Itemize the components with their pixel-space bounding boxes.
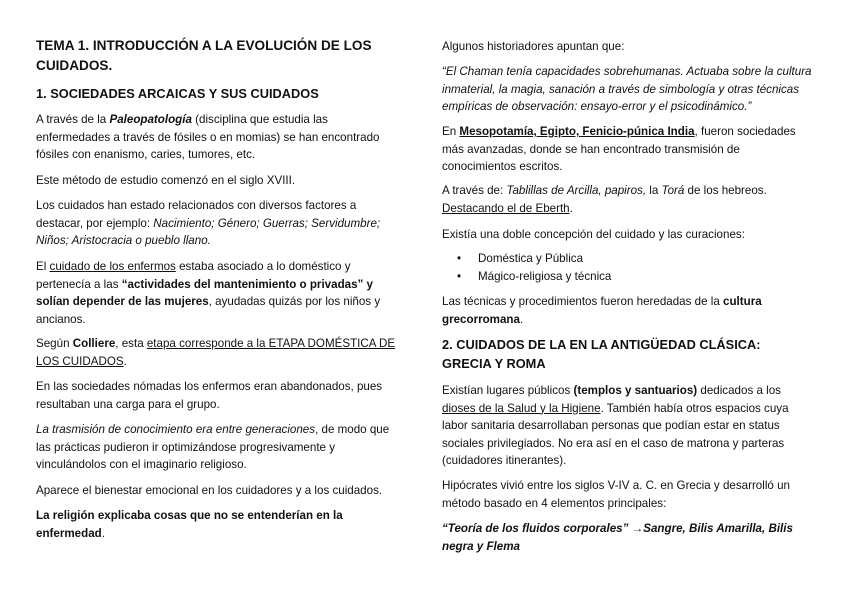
paragraph-colliere: Según Colliere, esta etapa corresponde a la ETAPA DOMÉSTICA DE LOS CUIDADOS.: [36, 337, 396, 368]
bullet-icon: •: [457, 252, 462, 265]
paragraph-paleopatologia: A través de la Paleopatología (disciplina que estudia las enfermedades a través de fósiles o en momias) se han encontrado fósiles con enanismo, caries, tumores, etc.: [36, 113, 380, 161]
paragraph-doble-concepcion: Existía una doble concepción del cuidado y las curaciones:: [442, 228, 745, 241]
paragraph-tecnicas: Las técnicas y procedimientos fueron heredadas de la cultura grecorromana.: [442, 295, 762, 326]
list-item: • Doméstica y Pública: [442, 250, 812, 268]
paragraph-factores: Los cuidados han estado relacionados con diversos factores a destacar, por ejemplo: Nacimiento; Género; Guerras; Servidumbre; Niños; Aristocracia o pueblo llano.: [36, 199, 381, 247]
paragraph-bienestar: Aparece el bienestar emocional en los cuidadores y a los cuidados.: [36, 484, 383, 497]
bullet-icon: •: [457, 269, 462, 283]
paragraph-tablillas: A través de: Tablillas de Arcilla, papiros, la Torá de los hebreos. Destacando el de Eberth.: [442, 184, 767, 215]
paragraph-lugares-publicos: Existían lugares públicos (templos y santuarios) dedicados a los dioses de la Salud y la Higiene. También había otros espacios cuya labor sanitaria desarrollaban personas que podían estar en status sociales privilegiados. No era así en el caso de matrona y parteras (cuidadores itinerantes).: [442, 384, 789, 467]
paragraph-metodo: Este método de estudio comenzó en el siglo XVIII.: [36, 174, 296, 187]
paragraph-hipocrates: Hipócrates vivió entre los siglos V-IV a. C. en Grecia y desarrolló un método basado en 4 elementos principales:: [442, 479, 790, 510]
paragraph-nomadas: En las sociedades nómadas los enfermos eran abandonados, pues resultaban una carga para el grupo.: [36, 380, 383, 411]
quote-chaman: “El Chaman tenía capacidades sobrehumanas. Actuaba sobre la cultura inmaterial, la magia, sanación a través de simbología y otras técnicas empíricas de observación: ensayo-error y el psicodinámico.”: [442, 65, 812, 113]
list-item: • Mágico-religiosa y técnica: [442, 268, 812, 286]
section-heading-1: 1. SOCIEDADES ARCAICAS Y SUS CUIDADOS: [36, 86, 319, 101]
concepcion-list: [442, 250, 812, 285]
paragraph-cuidado-enfermos: El cuidado de los enfermos estaba asociado a lo doméstico y pertenecía a las “actividades del mantenimiento o privadas” y solían depender de las mujeres, ayudadas quizás por los niños y ancianos.: [36, 260, 381, 326]
paragraph-historiadores: Algunos historiadores apuntan que:: [442, 40, 625, 53]
section-heading-2: 2. CUIDADOS DE LA EN LA ANTIGÜEDAD CLÁSICA: GRECIA Y ROMA: [442, 337, 761, 371]
paragraph-trasmision: La trasmisión de conocimiento era entre generaciones, de modo que las prácticas pudieron ir optimizándose progresivamente y vinculándolos con el imaginario religioso.: [36, 423, 390, 471]
paragraph-fluidos: “Teoría de los fluidos corporales” →Sangre, Bilis Amarilla, Bilis negra y Flema: [442, 522, 793, 553]
paragraph-mesopotamia: En Mesopotamía, Egipto, Fenicio-púnica India, fueron sociedades más avanzadas, donde se han encontrado transmisión de conocimientos escritos.: [442, 125, 796, 173]
document-title: TEMA 1. INTRODUCCIÓN A LA EVOLUCIÓN DE LOS CUIDADOS.: [36, 38, 372, 73]
paragraph-religion: La religión explicaba cosas que no se entenderían en la enfermedad.: [36, 509, 343, 540]
